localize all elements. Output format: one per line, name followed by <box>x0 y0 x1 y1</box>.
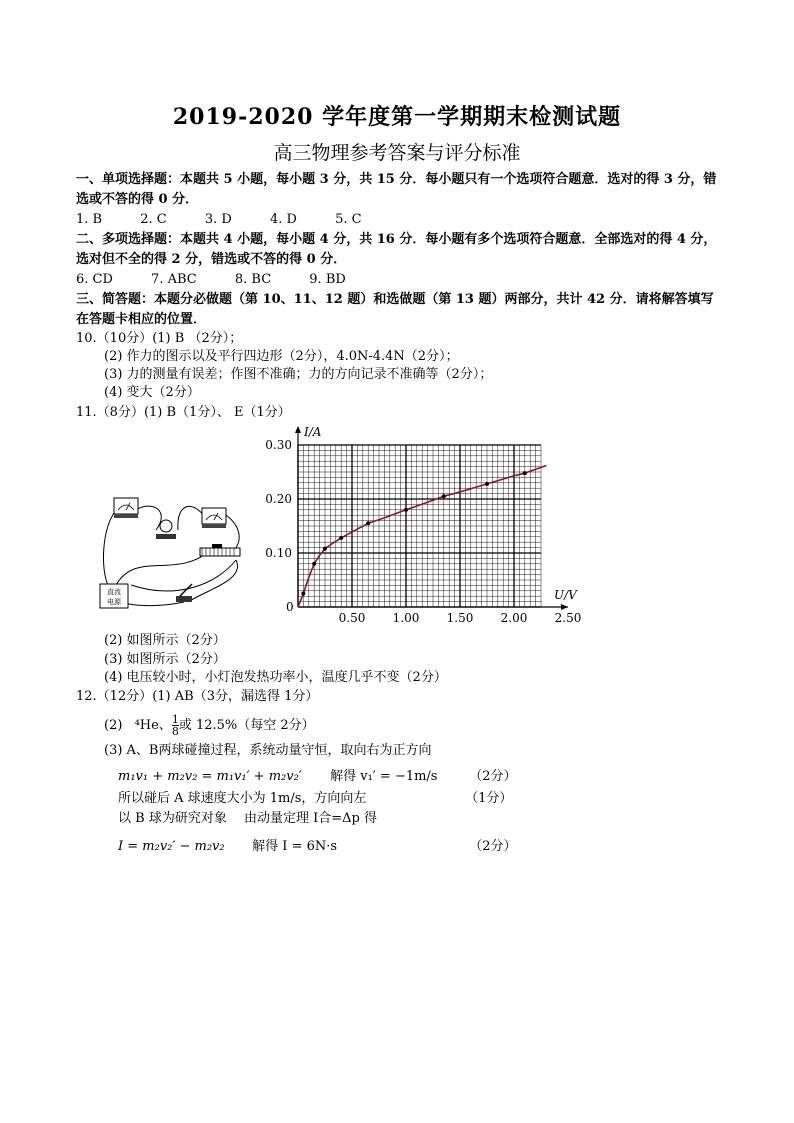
answer-5: 5. C <box>335 212 362 227</box>
q12-line5-score: （1分） <box>465 791 513 806</box>
answer-3: 3. D <box>204 212 232 227</box>
q12-eq2: I = m₂v₂′ − m₂v₂ <box>118 839 225 854</box>
q12-eq1-result: 解得 v₁′ = −1m/s <box>330 769 438 784</box>
x-tick-label: 0.50 <box>338 611 366 625</box>
x-axis-label: U/V <box>554 588 577 602</box>
y-tick-label: 0.10 <box>265 546 292 560</box>
q12-p2-he: ⁴He、 <box>134 718 172 733</box>
q12-line5-row <box>118 790 512 808</box>
q12-line1: 12.（12分）(1) AB（3分，漏选得 1分） <box>76 689 319 704</box>
data-point <box>312 562 316 566</box>
answer-1: 1. B <box>76 212 103 227</box>
data-point <box>339 536 343 540</box>
power-label-2: 电源 <box>107 598 121 606</box>
q12-line3: (3) A、B两球碰撞过程，系统动量守恒，取向右为正方向 <box>104 743 432 758</box>
answer-4: 4. D <box>269 212 297 227</box>
answer-2: 2. C <box>140 212 167 227</box>
data-point <box>301 592 305 596</box>
q10-line3: (3) 力的测量有误差；作图不准确；力的方向记录不准确等（2分）； <box>104 367 493 382</box>
origin-label: 0 <box>286 600 294 614</box>
answer-8: 8. BC <box>234 272 272 287</box>
q12-eq2-score: （2分） <box>469 839 517 854</box>
y-axis-arrow <box>295 426 301 433</box>
data-point <box>323 547 327 551</box>
data-point <box>485 482 489 486</box>
q12-line2 <box>104 712 315 740</box>
q12-line6: 以 B 球为研究对象 由动量定理 I合=Δp 得 <box>118 811 377 826</box>
chart-labels <box>265 425 581 625</box>
q12-eq1-score: （2分） <box>469 769 517 784</box>
section1-answers <box>76 211 396 229</box>
q10-line1: 10.（10分）(1) B （2分）； <box>76 331 243 346</box>
power-label-1: 直流 <box>107 588 121 596</box>
section2-answers <box>76 271 380 289</box>
data-point <box>523 471 527 475</box>
section3-heading: 三、简答题：本题分必做题（第 10、11、12 题）和选做题（第 13 题）两部分，共计 42 分．请将解答填写在答题卡相应的位置． <box>76 292 714 327</box>
x-tick-label: 2.50 <box>554 611 582 625</box>
rheostat-icon <box>200 544 240 556</box>
page-subtitle: 高三物理参考答案与评分标准 <box>273 142 521 164</box>
x-tick-label: 1.00 <box>392 611 420 625</box>
section1-heading: 一、单项选择题：本题共 5 小题，每小题 3 分，共 15 分．每小题只有一个选项符合题意．选对的得 3 分，错选或不答的得 0 分． <box>76 172 717 207</box>
ammeter-icon <box>114 498 138 518</box>
section2-heading: 二、多项选择题：本题共 4 小题，每小题 4 分，共 16 分．每小题有多个选项符合题意．全部选对的得 4 分，选对但不全的得 2 分，错选或不答的得 0 分． <box>76 232 717 267</box>
q11-line3: (3) 如图所示（2分） <box>104 652 226 667</box>
power-supply-icon <box>100 584 128 608</box>
q12-line5: 所以碰后 A 球速度大小为 1m/s，方向向左 <box>118 791 367 806</box>
data-point <box>442 494 446 498</box>
x-tick-label: 2.00 <box>500 611 528 625</box>
q10-line4: (4) 变大（2分） <box>104 385 200 400</box>
answer-7: 7. ABC <box>151 272 197 287</box>
answer-9: 9. BD <box>309 272 346 287</box>
data-point <box>366 521 370 525</box>
chart-grid <box>298 445 541 607</box>
y-axis-label: I/A <box>304 425 322 439</box>
bulb-icon <box>156 520 176 539</box>
data-point <box>404 508 408 512</box>
frac-num: 1 <box>171 713 179 726</box>
switch-icon <box>176 584 192 602</box>
page-title: 2019-2020 学年度第一学期期末检测试题 <box>172 104 622 130</box>
q12-eq1-row <box>118 768 517 786</box>
q11-line1: 11.（8分）(1) B（1分）、 E（1分） <box>76 405 291 420</box>
iu-chart <box>258 420 588 630</box>
q11-line2: (2) 如图所示（2分） <box>104 633 226 648</box>
x-tick-label: 1.50 <box>446 611 474 625</box>
fraction-one-eighth <box>172 714 179 737</box>
y-tick-label: 0.30 <box>265 438 292 452</box>
q11-line4: (4) 电压较小时，小灯泡发热功率小，温度几乎不变（2分） <box>104 670 447 685</box>
voltmeter-icon <box>202 508 226 528</box>
q12-eq2-result: 解得 I = 6N·s <box>252 839 338 854</box>
answer-6: 6. CD <box>76 272 113 287</box>
q12-eq1: m₁v₁ + m₂v₂ = m₁v₁′ + m₂v₂′ <box>118 769 302 784</box>
y-tick-label: 0.20 <box>265 492 292 506</box>
circuit-diagram <box>96 490 256 614</box>
q10-line2: (2) 作力的图示以及平行四边形（2分），4.0N-4.4N（2分）； <box>104 349 459 364</box>
q12-p2-prefix: (2) <box>104 718 123 733</box>
frac-den: 8 <box>171 725 179 738</box>
q12-p2-suffix: 或 12.5%（每空 2分） <box>178 718 315 733</box>
q12-eq2-row <box>118 838 517 856</box>
x-axis-arrow <box>561 604 568 610</box>
chart-points <box>301 471 526 595</box>
